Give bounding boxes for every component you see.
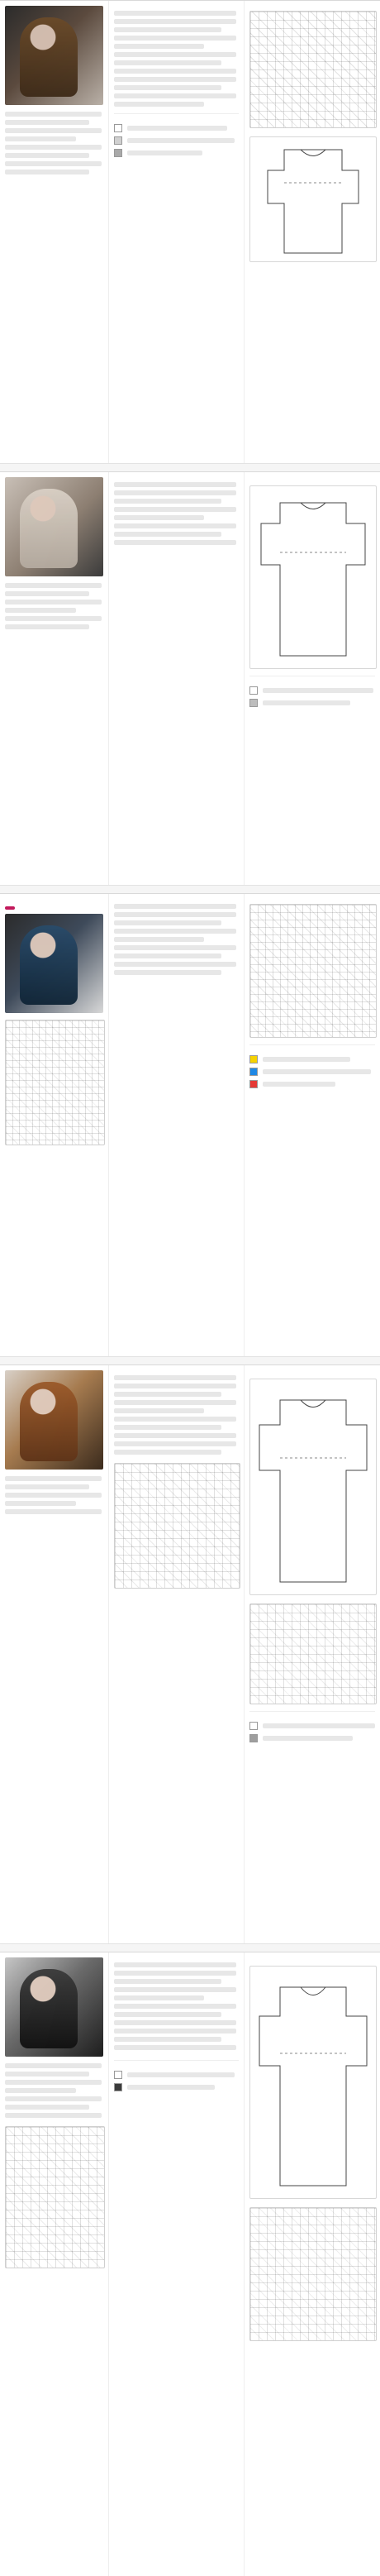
legend-swatch [249, 1734, 258, 1742]
legend-row [114, 149, 239, 157]
text-line [114, 1979, 221, 1984]
text-line [114, 1971, 236, 1976]
legend-row [249, 1068, 375, 1076]
garment-schematic [249, 1379, 377, 1595]
legend [249, 1044, 375, 1088]
text-line [5, 583, 102, 588]
instructions-text [114, 11, 239, 107]
legend-swatch [249, 1068, 258, 1076]
pattern-section [0, 471, 380, 885]
right-column [245, 472, 380, 885]
chart-marks [250, 12, 376, 127]
text-line [114, 2045, 236, 2050]
legend-text-line [127, 2085, 215, 2090]
left-column [0, 1952, 109, 2576]
text-line [114, 1384, 236, 1388]
text-line [114, 1450, 221, 1455]
legend [249, 676, 375, 707]
model-figure [20, 1382, 78, 1461]
legend-row [249, 1722, 375, 1730]
secondary-chart [249, 2207, 377, 2341]
left-text-block [5, 583, 103, 629]
text-line [5, 591, 89, 596]
left-text-block [5, 2063, 103, 2118]
legend-text-line [263, 1082, 335, 1087]
text-line [5, 608, 76, 613]
legend-row [249, 1080, 375, 1088]
right-column [245, 1952, 380, 2576]
text-line [5, 120, 89, 125]
text-line [5, 170, 89, 174]
text-line [114, 523, 236, 528]
text-line [114, 1400, 236, 1405]
model-figure [20, 489, 78, 568]
legend-text-line [127, 126, 227, 131]
instructions-text [114, 904, 239, 975]
text-line [114, 93, 236, 98]
text-line [5, 1476, 102, 1481]
chart-marks [250, 905, 376, 1037]
legend-row [114, 2083, 239, 2091]
text-line [114, 1433, 236, 1438]
knitting-chart [249, 11, 377, 128]
legend-row [114, 136, 239, 145]
text-line [5, 112, 102, 117]
text-line [114, 499, 221, 504]
text-line [114, 60, 221, 65]
text-line [114, 85, 221, 90]
legend-text-line [263, 1069, 371, 1074]
secondary-chart [249, 1603, 377, 1704]
left-column [0, 1, 109, 463]
legend [114, 113, 239, 157]
text-line [5, 2113, 102, 2118]
instructions-text [114, 482, 239, 545]
text-line [114, 970, 221, 975]
text-line [114, 52, 236, 57]
text-line [114, 2029, 236, 2034]
text-line [5, 1501, 76, 1506]
instructions-text [114, 1375, 239, 1455]
text-line [114, 1392, 221, 1397]
garment-schematic [249, 136, 377, 262]
left-column [0, 894, 109, 1356]
knitting-chart [249, 904, 377, 1038]
middle-column [109, 472, 245, 885]
left-text-block [5, 1476, 103, 1514]
text-line [5, 2105, 89, 2110]
text-line [114, 36, 236, 41]
left-text-block [5, 112, 103, 174]
chart-marks [250, 2208, 376, 2340]
text-line [114, 507, 236, 512]
text-line [114, 2004, 236, 2009]
text-line [5, 2088, 76, 2093]
model-figure [20, 1969, 78, 2048]
legend-text-line [263, 1723, 375, 1728]
text-line [114, 490, 236, 495]
garment-schematic [249, 485, 377, 669]
text-line [5, 161, 102, 166]
section-tag [5, 906, 15, 910]
text-line [5, 2080, 102, 2085]
legend-swatch [114, 124, 122, 132]
legend-swatch [114, 2083, 122, 2091]
text-line [5, 1493, 102, 1498]
knitting-chart [114, 1463, 240, 1589]
legend-text-line [263, 1736, 353, 1741]
legend-swatch [249, 1055, 258, 1063]
legend-swatch [114, 149, 122, 157]
middle-column [109, 894, 245, 1356]
right-column [245, 1, 380, 463]
legend [249, 1711, 375, 1742]
text-line [114, 532, 221, 537]
chart-marks [250, 1604, 376, 1704]
text-line [114, 945, 236, 950]
colorwork-chart [5, 1020, 105, 1145]
left-column [0, 1365, 109, 1943]
text-line [114, 937, 204, 942]
legend-swatch [249, 1080, 258, 1088]
text-line [114, 953, 221, 958]
text-line [114, 1408, 204, 1413]
legend-row [249, 1734, 375, 1742]
text-line [5, 153, 89, 158]
model-figure [20, 925, 78, 1005]
text-line [114, 19, 236, 24]
middle-column [109, 1365, 245, 1943]
legend-text-line [263, 688, 373, 693]
legend-swatch [249, 699, 258, 707]
text-line [114, 2020, 236, 2025]
text-line [5, 624, 89, 629]
right-column [245, 1365, 380, 1943]
text-line [5, 1484, 89, 1489]
text-line [114, 540, 236, 545]
text-line [114, 515, 204, 520]
legend-row [249, 686, 375, 695]
middle-column [109, 1, 245, 463]
text-line [5, 2072, 89, 2077]
legend-row [249, 1055, 375, 1063]
text-line [114, 912, 236, 917]
text-line [5, 2096, 102, 2101]
legend-swatch [114, 2071, 122, 2079]
text-line [114, 2037, 221, 2042]
text-line [5, 2063, 102, 2068]
legend-text-line [263, 1057, 350, 1062]
text-line [114, 1417, 236, 1422]
text-line [114, 44, 204, 49]
text-line [5, 128, 102, 133]
text-line [114, 77, 236, 82]
text-line [5, 600, 102, 605]
knitting-chart [5, 2126, 105, 2268]
text-line [114, 102, 204, 107]
legend-row [249, 699, 375, 707]
text-line [114, 69, 236, 74]
text-line [114, 2012, 221, 2017]
text-line [5, 1509, 102, 1514]
instructions-text [114, 1962, 239, 2050]
pattern-section [0, 893, 380, 1356]
model-photo [5, 1957, 103, 2057]
model-photo [5, 6, 103, 105]
model-photo [5, 1370, 103, 1470]
text-line [114, 1962, 236, 1967]
legend-swatch [249, 1722, 258, 1730]
middle-column [109, 1952, 245, 2576]
chart-marks [6, 2127, 104, 2268]
text-line [5, 145, 102, 150]
legend [114, 2060, 239, 2091]
pattern-section [0, 1364, 380, 1943]
text-line [114, 962, 236, 967]
model-photo [5, 477, 103, 576]
text-line [114, 1375, 236, 1380]
legend-text-line [127, 2072, 235, 2077]
model-photo [5, 914, 103, 1013]
garment-schematic [249, 1966, 377, 2199]
text-line [114, 27, 221, 32]
text-line [5, 616, 102, 621]
right-column [245, 894, 380, 1356]
pattern-section [0, 0, 380, 463]
legend-row [114, 2071, 239, 2079]
left-column [0, 472, 109, 885]
text-line [114, 920, 221, 925]
legend-swatch [249, 686, 258, 695]
pattern-section [0, 1952, 380, 2576]
text-line [114, 11, 236, 16]
legend-text-line [127, 151, 202, 155]
text-line [114, 1987, 236, 1992]
text-line [114, 929, 236, 934]
legend-row [114, 124, 239, 132]
text-line [114, 904, 236, 909]
model-figure [20, 17, 78, 97]
text-line [114, 482, 236, 487]
legend-text-line [127, 138, 235, 143]
text-line [114, 1441, 236, 1446]
chart-marks [115, 1464, 240, 1588]
chart-marks [6, 1020, 104, 1145]
text-line [5, 136, 76, 141]
legend-swatch [114, 136, 122, 145]
text-line [114, 1995, 204, 2000]
text-line [114, 1425, 221, 1430]
legend-text-line [263, 700, 350, 705]
